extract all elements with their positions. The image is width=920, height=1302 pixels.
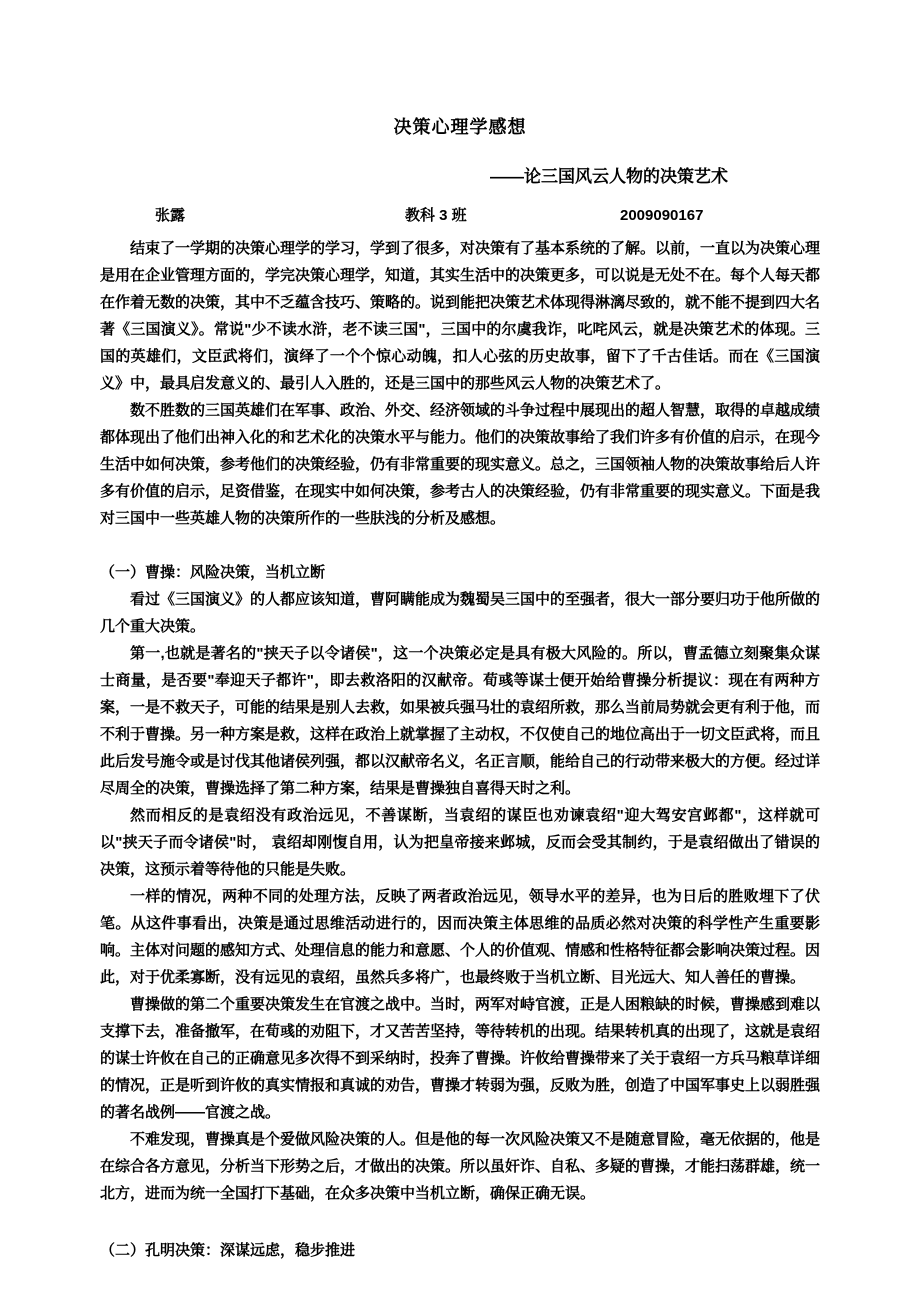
- section-1-paragraph-4: 一样的情况，两种不同的处理方法，反映了两者政治远见，领导水平的差异，也为日后的胜败埋下了伏笔。从这件事看出，决策是通过思维活动进行的，因而决策主体思维的品质必然对决策的科学性产生重要影响。主体对问题的感知方式、处理信息的能力和意愿、个人的价值观、情感和性格特征都会影响决策过程。因此，对于优柔寡断，没有远见的袁绍，虽然兵多将广，也最终败于当机立断、目光远大、知人善任的曹操。: [100, 888, 821, 986]
- document-content: [100, 116, 820, 1264]
- byline-student-id: 2009090167: [620, 207, 704, 224]
- section-2-heading: （二）孔明决策：深谋远虑，稳步推进: [100, 1242, 356, 1259]
- byline-class: 教科 3 班: [405, 207, 467, 224]
- section-1-paragraph-1: 看过《三国演义》的人都应该知道，曹阿瞒能成为魏蜀吴三国中的至强者，很大一部分要归功于他所做的几个重大决策。: [100, 591, 821, 635]
- document-title: 决策心理学感想: [393, 117, 527, 137]
- section-1-paragraph-5: 曹操做的第二个重要决策发生在官渡之战中。当时，两军对峙官渡，正是人困粮缺的时候，曹操感到难以支撑下去，准备撤军，在荀彧的劝阻下，才又苦苦坚持，等待转机的出现。结果转机真的出现了，这就是袁绍的谋士许攸在自己的正确意见多次得不到采纳时，投奔了曹操。许攸给曹操带来了关于袁绍一方兵马粮草详细的情况，正是听到许攸的真实情报和真诚的劝告，曹操才转弱为强，反败为胜，创造了中国军事史上以弱胜强的著名战例——官渡之战。: [100, 996, 821, 1121]
- intro-paragraph-2: 数不胜数的三国英雄们在军事、政治、外交、经济领域的斗争过程中展现出的超人智慧，取得的卓越成绩都体现出了他们出神入化的和艺术化的决策水平与能力。他们的决策故事给了我们许多有价值的启示，在现今生活中如何决策，参考他们的决策经验，仍有非常重要的现实意义。总之，三国领袖人物的决策故事给后人许多有价值的启示，足资借鉴，在现实中如何决策，参考古人的决策经验，仍有非常重要的现实意义。下面是我对三国中一些英雄人物的决策所作的一些肤浅的分析及感想。: [100, 402, 821, 527]
- section-1-paragraph-6: 不难发现，曹操真是个爱做风险决策的人。但是他的每一次风险决策又不是随意冒险，毫无依据的，他是在综合各方意见，分析当下形势之后，才做出的决策。所以虽奸诈、自私、多疑的曹操，才能扫荡群雄，统一北方，进而为统一全国打下基础，在众多决策中当机立断，确保正确无误。: [100, 1131, 821, 1202]
- intro-paragraph-1: 结束了一学期的决策心理学的学习，学到了很多，对决策有了基本系统的了解。以前，一直以为决策心理是用在企业管理方面的，学完决策心理学，知道，其实生活中的决策更多，可以说是无处不在。每个人每天都在作着无数的决策，其中不乏蕴含技巧、策略的。说到能把决策艺术体现得淋漓尽致的，就不能不提到四大名著《三国演义》。常说"少不读水浒，老不读三国"，三国中的尔虞我诈，叱咤风云，就是决策艺术的体现。三国的英雄们，文臣武将们，演绎了一个个惊心动魄，扣人心弦的历史故事，留下了千古佳话。而在《三国演义》中，最具启发意义的、最引人入胜的，还是三国中的那些风云人物的决策艺术了。: [100, 240, 821, 392]
- section-1-paragraph-2: 第一,也就是著名的"挟天子以令诸侯"，这一个决策必定是具有极大风险的。所以，曹孟德立刻聚集众谋士商量，是否要"奉迎天子都许"，即去救洛阳的汉献帝。荀彧等谋士便开始给曹操分析提议：现在有两种方案，一是不救天子，可能的结果是别人去救，如果被兵强马壮的袁绍所救，那么当前局势就会更有利于他，而不利于曹操。另一种方案是救，这样在政治上就掌握了主动权，不仅使自己的地位高出于一切文臣武将，而且此后发号施令或是讨伐其他诸侯列强，都以汉献帝名义，名正言顺，能给自己的行动带来极大的方便。经过详尽周全的决策，曹操选择了第二种方案，结果是曹操独自喜得天时之利。: [100, 645, 821, 797]
- section-1-paragraph-3: 然而相反的是袁绍没有政治远见，不善谋断，当袁绍的谋臣也劝谏袁绍"迎大驾安宫邺都"，这样就可以"挟天子而令诸侯"时， 袁绍却刚愎自用，认为把皇帝接来邺城，反而会受其制约，于是袁绍做出了错误的决策，这预示着等待他的只能是失败。: [100, 807, 820, 878]
- document-subtitle: ——论三国风云人物的决策艺术: [490, 167, 728, 186]
- byline-author: 张露: [155, 207, 186, 224]
- byline: [100, 205, 820, 227]
- section-1-heading: （一）曹操：风险决策，当机立断: [100, 564, 326, 581]
